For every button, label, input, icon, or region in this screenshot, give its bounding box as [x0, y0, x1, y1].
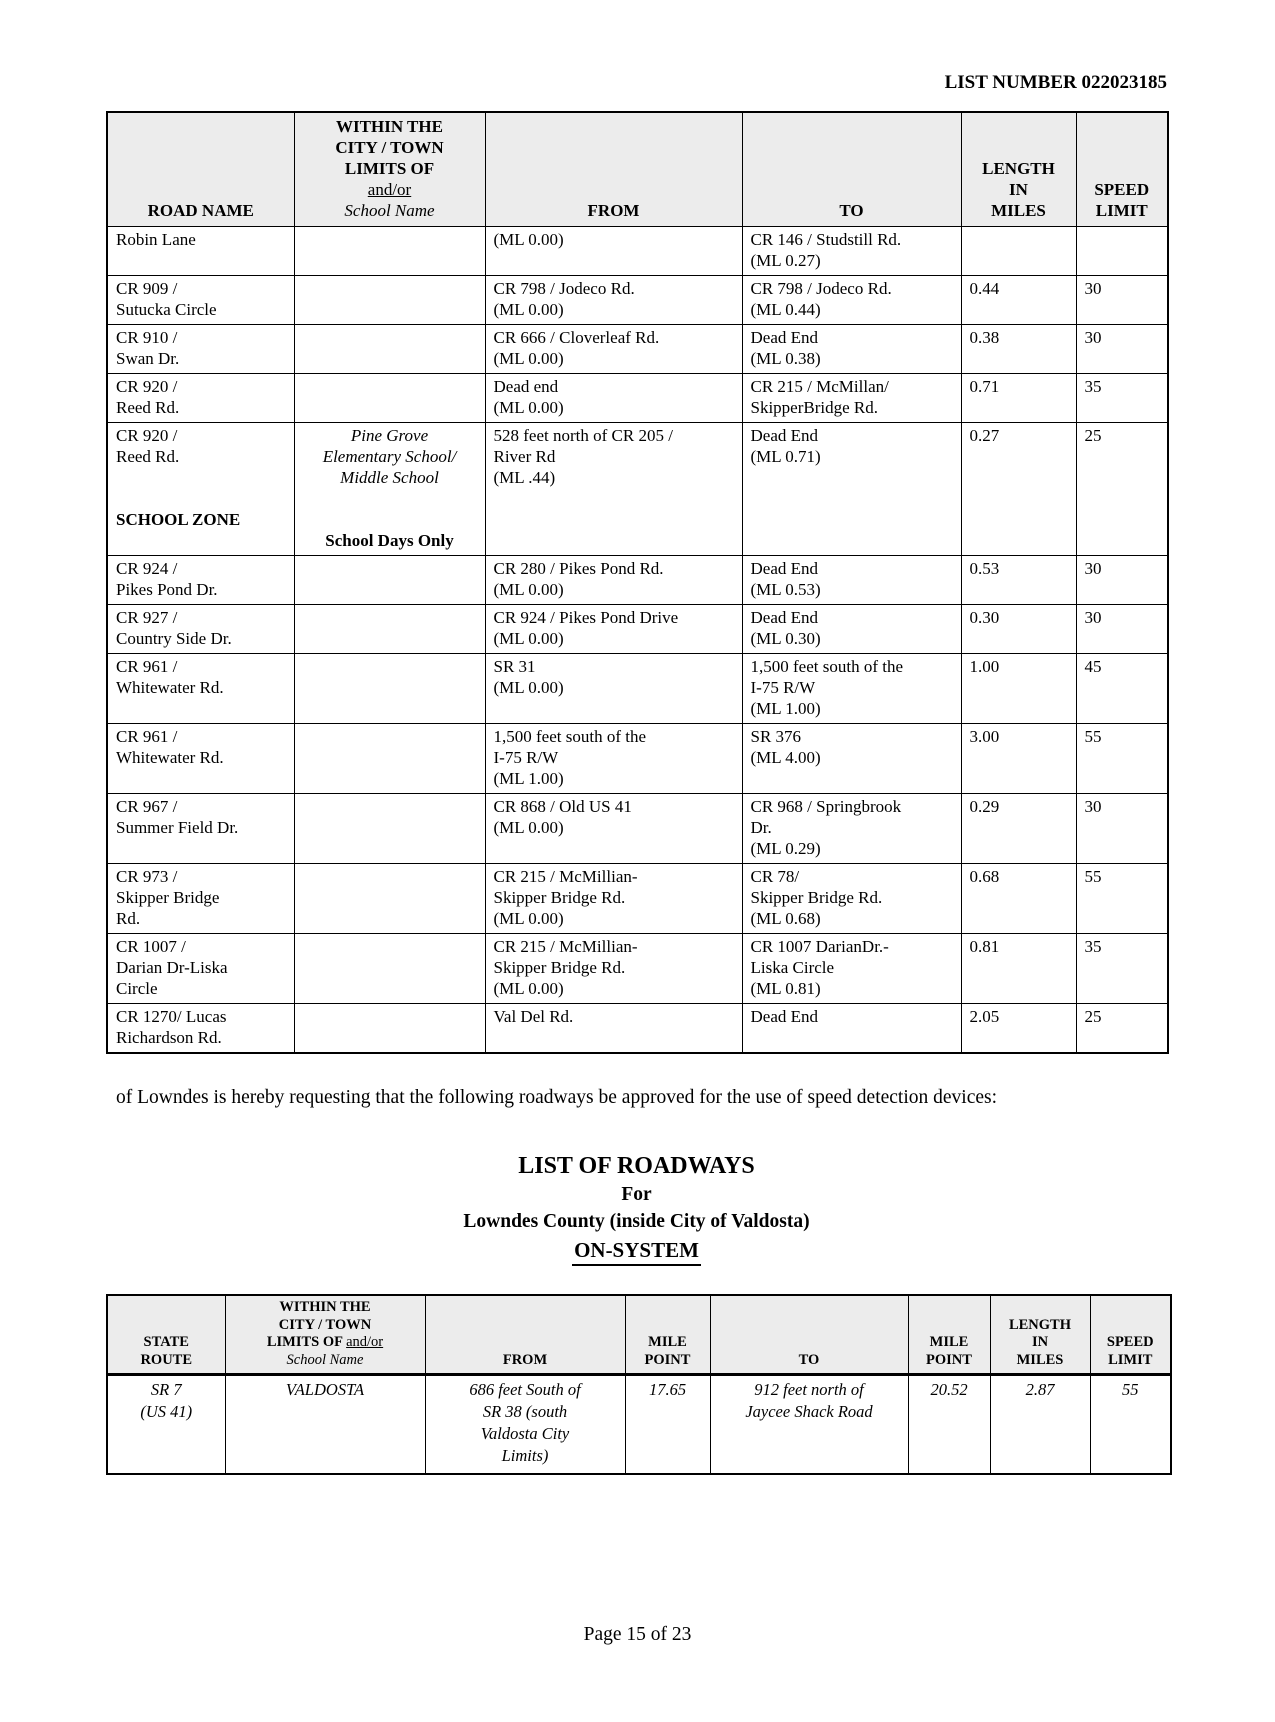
table-cell: [294, 325, 485, 374]
table-cell: CR 909 / Sutucka Circle: [107, 276, 294, 325]
table-row: [107, 794, 1168, 864]
table-cell: 55: [1076, 724, 1168, 794]
table-cell: [294, 556, 485, 605]
table-cell: SR 7 (US 41): [107, 1375, 225, 1475]
table-cell: Dead end (ML 0.00): [485, 374, 742, 423]
table-cell: 0.29: [961, 794, 1076, 864]
table-cell: 2.87: [990, 1375, 1090, 1475]
list-number: LIST NUMBER 022023185: [944, 72, 1167, 93]
table-cell: 30: [1076, 605, 1168, 654]
table-cell: CR 920 / Reed Rd. SCHOOL ZONE: [107, 423, 294, 556]
header-cell: MILE POINT: [625, 1295, 710, 1375]
table-cell: Dead End (ML 0.30): [742, 605, 961, 654]
table-row: [107, 276, 1168, 325]
table-row: [107, 605, 1168, 654]
table-cell: CR 78/ Skipper Bridge Rd. (ML 0.68): [742, 864, 961, 934]
header-cell: ROAD NAME: [107, 112, 294, 227]
table-cell: Val Del Rd.: [485, 1004, 742, 1054]
table-cell: CR 798 / Jodeco Rd. (ML 0.44): [742, 276, 961, 325]
table-row: [107, 325, 1168, 374]
on-system-roadways-table: [106, 1294, 1172, 1475]
table-cell: [294, 1004, 485, 1054]
county-roadways-table: [106, 111, 1169, 1054]
table-cell: 25: [1076, 1004, 1168, 1054]
table-cell: 25: [1076, 423, 1168, 556]
header-cell: FROM: [485, 112, 742, 227]
table-cell: CR 1270/ Lucas Richardson Rd.: [107, 1004, 294, 1054]
table-cell: CR 927 / Country Side Dr.: [107, 605, 294, 654]
document-page: [0, 72, 1275, 1722]
table-cell: [961, 227, 1076, 276]
table-cell: Dead End: [742, 1004, 961, 1054]
on-system-table-container: [106, 1294, 1167, 1475]
table-cell: CR 924 / Pikes Pond Drive (ML 0.00): [485, 605, 742, 654]
table-cell: 0.53: [961, 556, 1076, 605]
header-row: [107, 1295, 1171, 1375]
table-row: [107, 374, 1168, 423]
table-row: [107, 1004, 1168, 1054]
header-cell: WITHIN THE CITY / TOWN LIMITS OF and/or School Name: [294, 112, 485, 227]
table-cell: [294, 864, 485, 934]
table-cell: CR 920 / Reed Rd.: [107, 374, 294, 423]
table-cell: 30: [1076, 276, 1168, 325]
table-cell: 20.52: [908, 1375, 990, 1475]
table-cell: CR 968 / Springbrook Dr. (ML 0.29): [742, 794, 961, 864]
table-cell: 17.65: [625, 1375, 710, 1475]
table-cell: [294, 374, 485, 423]
table-cell: CR 280 / Pikes Pond Rd. (ML 0.00): [485, 556, 742, 605]
table-cell: CR 215 / McMillian- Skipper Bridge Rd. (ML 0.00): [485, 934, 742, 1004]
table-row: [107, 864, 1168, 934]
page-footer: Page 15 of 23: [583, 1624, 692, 1645]
table-cell: 1,500 feet south of the I-75 R/W (ML 1.00): [742, 654, 961, 724]
table-cell: 35: [1076, 374, 1168, 423]
table-cell: CR 146 / Studstill Rd. (ML 0.27): [742, 227, 961, 276]
table-cell: VALDOSTA: [225, 1375, 425, 1475]
page-content: [0, 72, 1275, 1475]
table-cell: CR 798 / Jodeco Rd. (ML 0.00): [485, 276, 742, 325]
table-cell: 528 feet north of CR 205 / River Rd (ML .44): [485, 423, 742, 556]
table-cell: 1.00: [961, 654, 1076, 724]
table-cell: 0.81: [961, 934, 1076, 1004]
table-cell: CR 967 / Summer Field Dr.: [107, 794, 294, 864]
table-row: [107, 724, 1168, 794]
table-cell: Robin Lane: [107, 227, 294, 276]
roadways-title: LIST OF ROADWAYS: [518, 1153, 755, 1179]
table-row: [107, 423, 1168, 556]
roadways-headings: [106, 1151, 1167, 1266]
header-cell: STATE ROUTE: [107, 1295, 225, 1375]
table-cell: SR 31 (ML 0.00): [485, 654, 742, 724]
roadways-subtitle-county: Lowndes County (inside City of Valdosta): [463, 1211, 810, 1232]
table-cell: CR 868 / Old US 41 (ML 0.00): [485, 794, 742, 864]
header-cell: SPEED LIMIT: [1076, 112, 1168, 227]
table-cell: Pine Grove Elementary School/ Middle School School Days Only: [294, 423, 485, 556]
header-cell: MILE POINT: [908, 1295, 990, 1375]
table-cell: 0.68: [961, 864, 1076, 934]
table-cell: CR 961 / Whitewater Rd.: [107, 724, 294, 794]
table-cell: [294, 227, 485, 276]
table-row: [107, 1375, 1171, 1475]
header-row: [107, 112, 1168, 227]
table-cell: 1,500 feet south of the I-75 R/W (ML 1.00): [485, 724, 742, 794]
table-cell: [1076, 227, 1168, 276]
table-cell: [294, 276, 485, 325]
county-roadways-table-container: [106, 111, 1167, 1054]
table-cell: 30: [1076, 556, 1168, 605]
table-cell: CR 215 / McMillan/ SkipperBridge Rd.: [742, 374, 961, 423]
table-cell: Dead End (ML 0.38): [742, 325, 961, 374]
header-cell: SPEED LIMIT: [1090, 1295, 1171, 1375]
table-cell: 912 feet north of Jaycee Shack Road: [710, 1375, 908, 1475]
table-cell: Dead End (ML 0.71): [742, 423, 961, 556]
table-cell: 0.27: [961, 423, 1076, 556]
table-cell: CR 215 / McMillian- Skipper Bridge Rd. (ML 0.00): [485, 864, 742, 934]
header-cell: WITHIN THE CITY / TOWN LIMITS OF and/or School Name: [225, 1295, 425, 1375]
table-cell: 3.00: [961, 724, 1076, 794]
header-cell: TO: [710, 1295, 908, 1375]
table-cell: 55: [1076, 864, 1168, 934]
table-cell: 0.71: [961, 374, 1076, 423]
header-cell: TO: [742, 112, 961, 227]
table-cell: Dead End (ML 0.53): [742, 556, 961, 605]
table-cell: CR 910 / Swan Dr.: [107, 325, 294, 374]
roadways-subtitle-for: For: [621, 1184, 652, 1205]
table-cell: CR 924 / Pikes Pond Dr.: [107, 556, 294, 605]
table-row: [107, 934, 1168, 1004]
table-cell: CR 666 / Cloverleaf Rd. (ML 0.00): [485, 325, 742, 374]
table-cell: 55: [1090, 1375, 1171, 1475]
header-cell: FROM: [425, 1295, 625, 1375]
table-cell: CR 1007 DarianDr.- Liska Circle (ML 0.81): [742, 934, 961, 1004]
table-cell: CR 961 / Whitewater Rd.: [107, 654, 294, 724]
table-cell: 0.38: [961, 325, 1076, 374]
table-cell: 45: [1076, 654, 1168, 724]
on-system-heading: ON-SYSTEM: [572, 1237, 701, 1266]
table-row: [107, 556, 1168, 605]
table-cell: 30: [1076, 794, 1168, 864]
request-paragraph: of Lowndes is hereby requesting that the following roadways be approved for the use of speed detection devices:: [116, 1087, 998, 1108]
table-cell: [294, 654, 485, 724]
table-cell: CR 973 / Skipper Bridge Rd.: [107, 864, 294, 934]
table-cell: 686 feet South of SR 38 (south Valdosta City Limits): [425, 1375, 625, 1475]
table-cell: 35: [1076, 934, 1168, 1004]
table-cell: [294, 934, 485, 1004]
header-cell: LENGTH IN MILES: [990, 1295, 1090, 1375]
table-cell: SR 376 (ML 4.00): [742, 724, 961, 794]
header-cell: LENGTH IN MILES: [961, 112, 1076, 227]
table-cell: [294, 724, 485, 794]
table-cell: [294, 605, 485, 654]
table-cell: 0.30: [961, 605, 1076, 654]
table-cell: (ML 0.00): [485, 227, 742, 276]
table-cell: 2.05: [961, 1004, 1076, 1054]
table-cell: CR 1007 / Darian Dr-Liska Circle: [107, 934, 294, 1004]
table-row: [107, 227, 1168, 276]
table-row: [107, 654, 1168, 724]
table-cell: 0.44: [961, 276, 1076, 325]
table-cell: [294, 794, 485, 864]
table-cell: 30: [1076, 325, 1168, 374]
